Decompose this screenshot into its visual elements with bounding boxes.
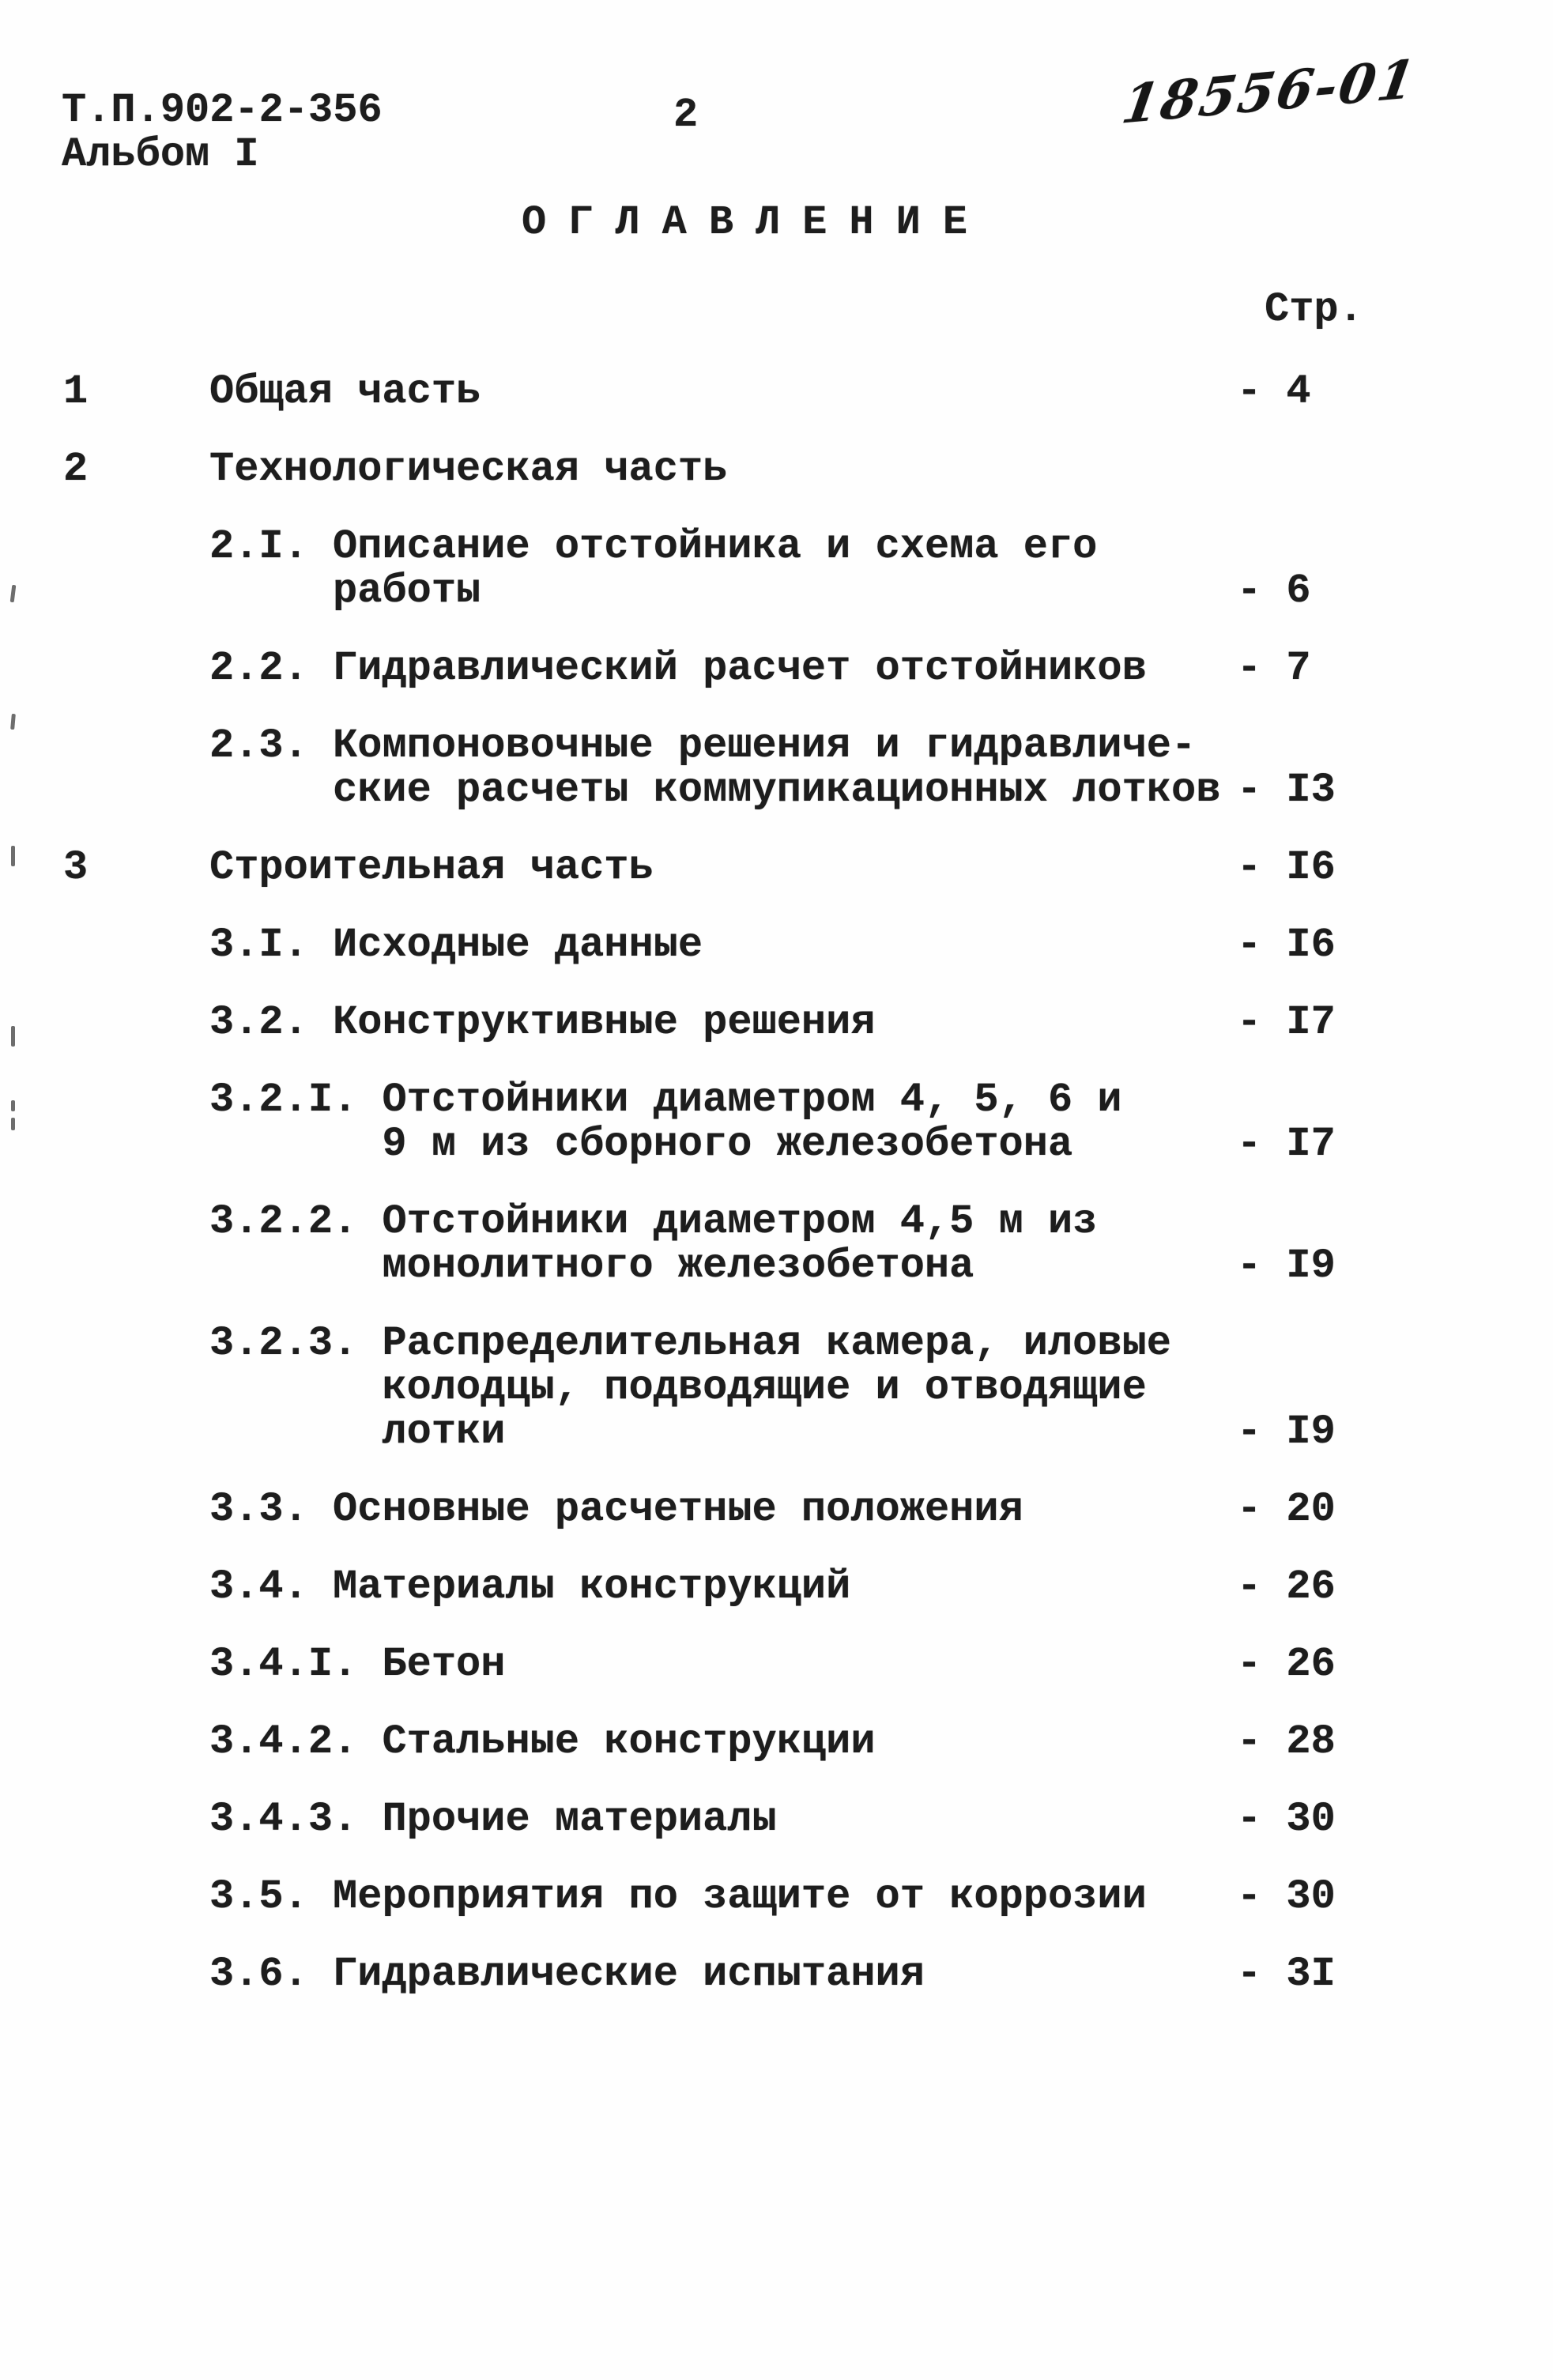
entry-title-continued: ские расчеты коммупикационных лотков — [333, 767, 1221, 813]
entry-text — [209, 1643, 1237, 1687]
entry-page-number: - 30 — [1237, 1796, 1336, 1843]
toc-entry — [63, 724, 1361, 813]
toc-entry — [63, 1565, 1361, 1609]
entry-page-number: - 4 — [1237, 368, 1311, 415]
entry-number — [63, 1952, 209, 1997]
entry-text — [209, 370, 1237, 414]
entry-text — [209, 724, 1237, 813]
entry-page-number: - 26 — [1237, 1563, 1336, 1610]
entry-title-continued: лотки — [382, 1409, 506, 1455]
entry-page-number: - 7 — [1237, 645, 1311, 692]
entry-text — [209, 1875, 1237, 1919]
entry-text — [209, 1720, 1237, 1764]
entry-title: Отстойники диаметром 4,5 м из — [382, 1198, 1098, 1245]
toc-entry — [63, 1322, 1361, 1454]
entry-number — [63, 1875, 209, 1919]
toc-entry — [63, 525, 1361, 613]
page-title: ОГЛАВЛЕНИЕ — [522, 199, 990, 246]
entry-page-number: - I3 — [1237, 767, 1336, 813]
entry-title: Отстойники диаметром 4, 5, 6 и — [382, 1077, 1122, 1123]
toc-entry — [63, 1720, 1361, 1764]
table-of-contents — [0, 370, 1553, 2030]
entry-label: 3.2. — [209, 999, 308, 1046]
toc-entry — [63, 1488, 1361, 1532]
entry-page-number: - 20 — [1237, 1486, 1336, 1533]
entry-text — [209, 1488, 1237, 1532]
entry-text — [209, 1078, 1237, 1167]
entry-page-number: - 28 — [1237, 1718, 1336, 1765]
entry-text — [209, 1001, 1237, 1045]
entry-label: 3.4. — [209, 1563, 308, 1610]
entry-text — [209, 1322, 1237, 1454]
entry-page-number: - I9 — [1237, 1409, 1336, 1455]
entry-number — [63, 1565, 209, 1609]
entry-title: Бетон — [382, 1641, 506, 1688]
entry-number: 2 — [63, 446, 89, 492]
entry-page-number: - I6 — [1237, 844, 1336, 891]
entry-title: Технологическая часть — [209, 446, 728, 492]
toc-entry — [63, 1200, 1361, 1288]
toc-entry — [63, 846, 1361, 890]
document-header — [62, 89, 383, 177]
entry-label: 3.I. — [209, 922, 308, 968]
entry-number — [63, 1643, 209, 1687]
entry-label: 3.3. — [209, 1486, 308, 1533]
entry-title: Общая часть — [209, 368, 481, 415]
entry-label: 3.2.3. — [209, 1320, 358, 1367]
entry-title-continued: монолитного железобетона — [382, 1243, 974, 1289]
entry-number — [63, 1797, 209, 1842]
page-number: 2 — [673, 92, 699, 138]
entry-text — [209, 1797, 1237, 1842]
entry-title: Распределительная камера, иловые — [382, 1320, 1171, 1367]
entry-page-number: - I9 — [1237, 1243, 1336, 1289]
toc-entry — [63, 923, 1361, 967]
entry-label: 3.4.2. — [209, 1718, 358, 1765]
entry-number: 3 — [63, 844, 89, 891]
entry-title: Гидравлические испытания — [333, 1951, 925, 1997]
toc-entry — [63, 1078, 1361, 1167]
entry-label: 3.4.3. — [209, 1796, 358, 1843]
entry-label: 2.2. — [209, 645, 308, 692]
entry-text — [209, 647, 1237, 691]
entry-number — [63, 923, 209, 967]
entry-text — [209, 447, 1237, 492]
entry-title: Описание отстойника и схема его — [333, 523, 1098, 570]
entry-number — [63, 1200, 209, 1288]
entry-text — [209, 525, 1237, 613]
entry-label: 3.4.I. — [209, 1641, 358, 1688]
entry-title: Материалы конструкций — [333, 1563, 851, 1610]
toc-entry — [63, 1797, 1361, 1842]
entry-label: 3.5. — [209, 1873, 308, 1920]
entry-text — [209, 1952, 1237, 1997]
entry-number — [63, 1001, 209, 1045]
entry-title: Стальные конструкции — [382, 1718, 876, 1765]
entry-title: Строительная часть — [209, 844, 654, 891]
entry-title: Гидравлический расчет отстойников — [333, 645, 1147, 692]
toc-entry — [63, 1001, 1361, 1045]
entry-page-number: - 6 — [1237, 568, 1311, 614]
entry-page-number: - I7 — [1237, 1121, 1336, 1167]
entry-text — [209, 846, 1237, 890]
entry-title-continued: колодцы, подводящие и отводящие — [382, 1364, 1147, 1411]
entry-label: 2.3. — [209, 722, 308, 769]
entry-page-number: - 26 — [1237, 1641, 1336, 1688]
entry-title: Прочие материалы — [382, 1796, 777, 1843]
entry-label: 3.6. — [209, 1951, 308, 1997]
entry-label: 3.2.I. — [209, 1077, 358, 1123]
entry-text — [209, 1565, 1237, 1609]
toc-entry — [63, 1952, 1361, 1997]
entry-number — [63, 1322, 209, 1454]
entry-title: Исходные данные — [333, 922, 703, 968]
entry-title-continued: работы — [333, 568, 481, 614]
entry-number — [63, 1078, 209, 1167]
entry-label: 2.I. — [209, 523, 308, 570]
entry-title: Основные расчетные положения — [333, 1486, 1023, 1533]
entry-number — [63, 525, 209, 613]
entry-number — [63, 724, 209, 813]
entry-number — [63, 647, 209, 691]
page-column-header: Стр. — [1265, 286, 1363, 333]
entry-number: 1 — [63, 368, 89, 415]
entry-page-number: - I7 — [1237, 999, 1336, 1046]
entry-title: Мероприятия по защите от коррозии — [333, 1873, 1147, 1920]
toc-entry — [63, 647, 1361, 691]
entry-text — [209, 923, 1237, 967]
toc-entry — [63, 1875, 1361, 1919]
entry-text — [209, 1200, 1237, 1288]
entry-title-continued: 9 м из сборного железобетона — [382, 1121, 1073, 1167]
toc-entry — [63, 370, 1361, 414]
entry-title: Конструктивные решения — [333, 999, 876, 1046]
entry-label: 3.2.2. — [209, 1198, 358, 1245]
handwritten-stamp: 18556-01 — [1118, 47, 1422, 136]
album-label: Альбом I — [62, 131, 259, 178]
doc-code: Т.П.902-2-356 — [62, 87, 383, 134]
entry-page-number: - 3I — [1237, 1951, 1336, 1997]
entry-number — [63, 1488, 209, 1532]
entry-page-number: - 30 — [1237, 1873, 1336, 1920]
toc-entry — [63, 1643, 1361, 1687]
toc-entry — [63, 447, 1361, 492]
entry-number — [63, 1720, 209, 1764]
entry-page-number: - I6 — [1237, 922, 1336, 968]
entry-title: Компоновочные решения и гидравличе- — [333, 722, 1197, 769]
